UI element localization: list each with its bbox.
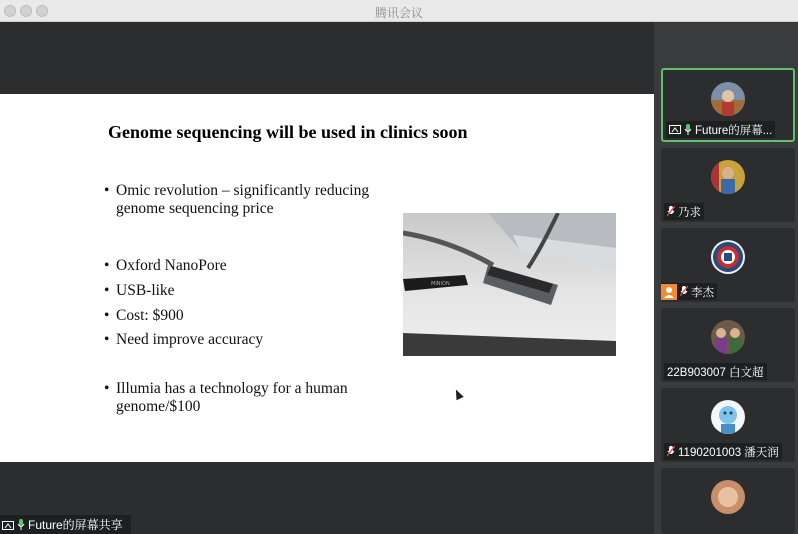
slide-bullet: • Need improve accuracy [104, 331, 394, 349]
mic-muted-icon [667, 206, 675, 217]
minion-device-photo [403, 213, 616, 356]
window-title: 腾讯会议 [374, 6, 423, 20]
participant-name-bar [664, 443, 782, 460]
participant-name: 乃求 [678, 206, 701, 219]
mic-muted-icon [667, 446, 675, 457]
participant-tile[interactable] [661, 388, 795, 462]
screen-share-area[interactable] [0, 22, 654, 534]
participant-tile[interactable] [661, 148, 795, 222]
window-titlebar [0, 0, 798, 22]
screen-share-icon [2, 520, 14, 530]
participant-name-bar [664, 363, 767, 380]
participant-tile[interactable] [661, 228, 795, 302]
photo-brand-label: MINION [431, 281, 450, 287]
participant-name-bar [664, 203, 704, 220]
slide-bullet: • Cost: $900 [104, 307, 394, 325]
user-icon [661, 284, 677, 300]
participant-avatar [711, 240, 745, 274]
mic-on-icon [684, 124, 692, 135]
participant-name: 1190201003 潘天润 [678, 446, 779, 459]
slide-bullet: • Illumia has a technology for a human genome/$100 [104, 380, 394, 416]
participant-name: 李杰 [691, 286, 714, 299]
screen-share-label-text: Future的屏幕共享 [28, 518, 123, 532]
slide-bullet: • Omic revolution – significantly reducing genome sequencing price [104, 182, 394, 218]
slide-title: Genome sequencing will be used in clinics soon [108, 122, 468, 142]
slide-bullet: • USB-like [104, 282, 394, 300]
presentation-slide [0, 94, 654, 462]
participant-avatar [711, 320, 745, 354]
participant-avatar [711, 480, 745, 514]
participant-tile[interactable] [661, 68, 795, 142]
participant-panel[interactable] [654, 22, 798, 534]
participant-avatar [711, 82, 745, 116]
mic-on-icon [17, 519, 25, 530]
screen-share-icon [669, 125, 681, 135]
participant-tile[interactable] [661, 308, 795, 382]
participant-name: 22B903007 白文超 [667, 366, 764, 379]
mic-muted-icon [680, 286, 688, 297]
participant-name-bar [666, 121, 775, 138]
screen-share-label[interactable] [0, 515, 131, 534]
slide-bullet: • Oxford NanoPore [104, 257, 394, 275]
participant-tile[interactable] [661, 468, 795, 534]
participant-name: Future的屏幕... [695, 124, 773, 137]
participant-name-bar [661, 283, 717, 300]
participant-avatar [711, 400, 745, 434]
participant-avatar [711, 160, 745, 194]
